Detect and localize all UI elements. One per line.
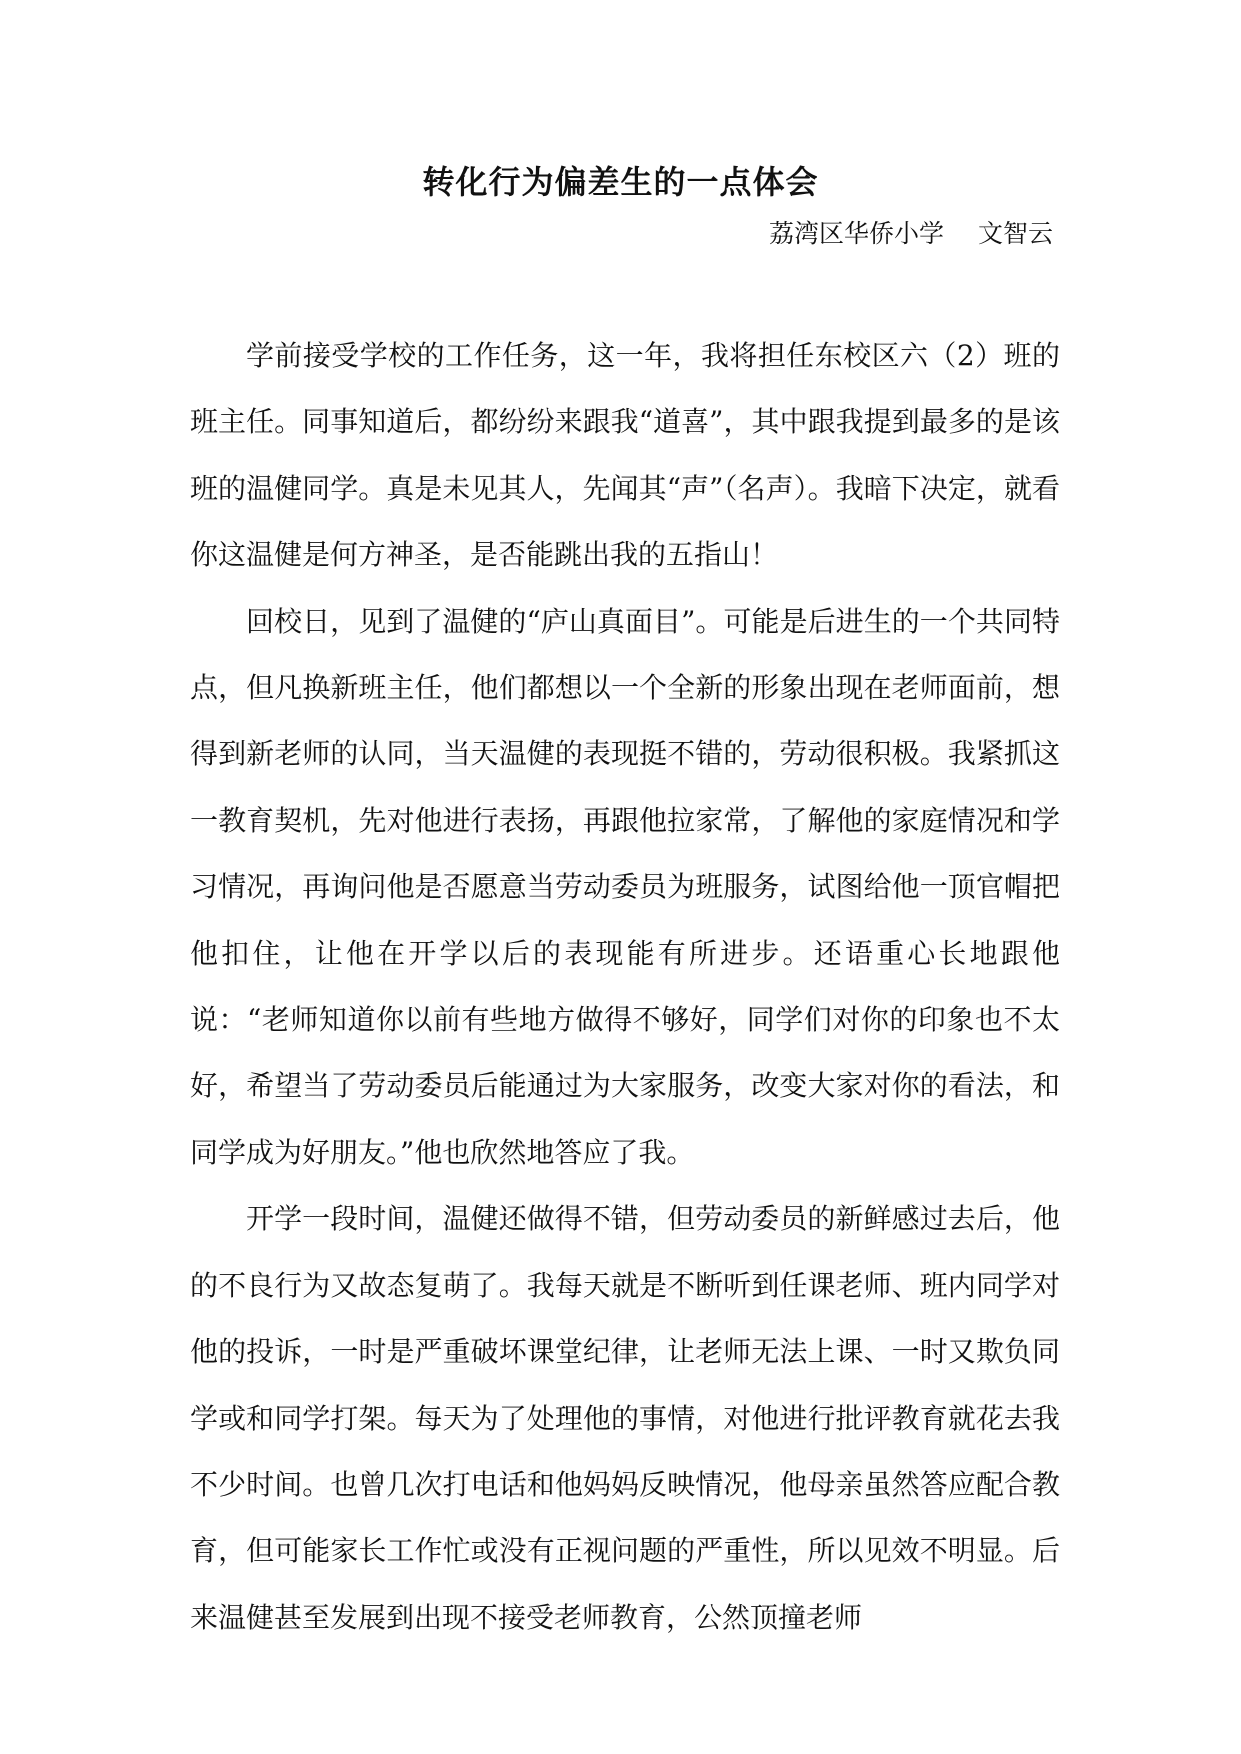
paragraph-3: 开学一段时间，温健还做得不错，但劳动委员的新鲜感过去后，他的不良行为又故态复萌了。我每天就是不断听到任课老师、班内同学对他的投诉，一时是严重破坏课堂纪律，让老师无法上课、一时又欺负同学或和同学打架。每天为了处理他的事情，对他进行批评教育就花去我不少时间。也曾几次打电话和他妈妈反映情况，他母亲虽然答应配合教育，但可能家长工作忙或没有正视问题的严重性，所以见效不明显。后来温健甚至发展到出现不接受老师教育，公然顶撞老师: [190, 1202, 1060, 1634]
author-school: 荔湾区华侨小学: [768, 219, 944, 248]
paragraph-2: 回校日，见到了温健的“庐山真面目”。可能是后进生的一个共同特点，但凡换新班主任，他们都想以一个全新的形象出现在老师面前，想得到新老师的认同，当天温健的表现挺不错的，劳动很积极。我紧抓这一教育契机，先对他进行表扬，再跟他拉家常，了解他的家庭情况和学习情况，再询问他是否愿意当劳动委员为班服务，试图给他一顶官帽把他扣住，让他在开学以后的表现能有所进步。还语重心长地跟他说：“老师知道你以前有些地方做得不够好，同学们对你的印象也不太好，希望当了劳动委员后能通过为大家服务，改变大家对你的看法，和同学成为好朋友。”他也欣然地答应了我。: [190, 604, 1060, 1169]
paragraph-1: 学前接受学校的工作任务，这一年，我将担任东校区六（2）班的班主任。同事知道后，都纷纷来跟我“道喜”，其中跟我提到最多的是该班的温健同学。真是未见其人，先闻其“声”（名声）。我暗下决定，就看你这温健是何方神圣，是否能跳出我的五指山！: [190, 339, 1060, 572]
author-line: [769, 214, 1053, 254]
document-title: 转化行为偏差生的一点体会: [422, 163, 819, 201]
document-body: [190, 323, 1060, 1651]
author-name: 文智云: [977, 219, 1053, 248]
